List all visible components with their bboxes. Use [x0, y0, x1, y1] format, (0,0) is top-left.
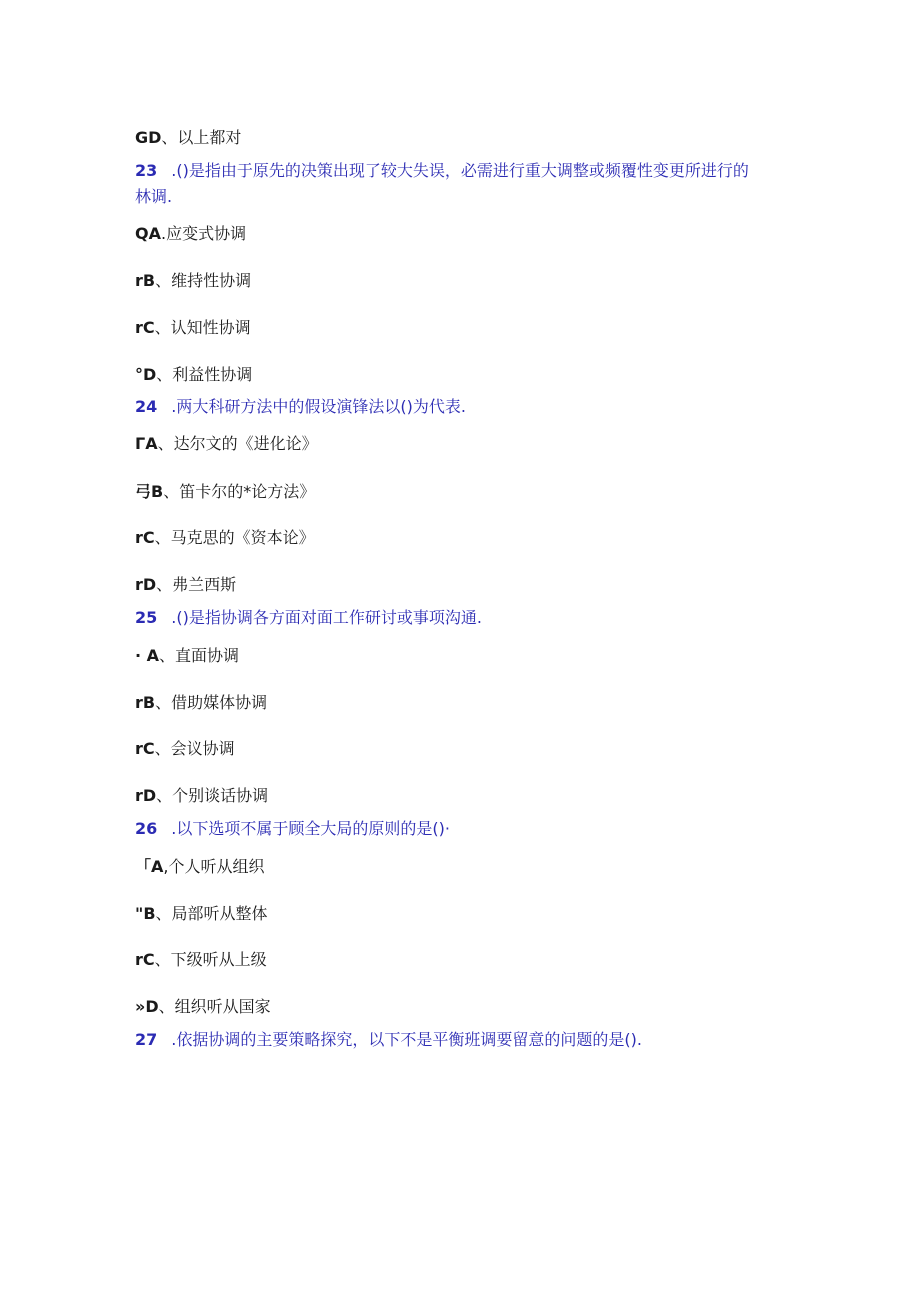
- option-marker: 「A: [135, 857, 164, 876]
- question-text: .两大科研方法中的假设演锋法以()为代表.: [171, 397, 466, 416]
- option-marker: rB: [135, 271, 156, 290]
- question-number: 24: [135, 397, 158, 416]
- option-line: [135, 737, 235, 761]
- option-text: .应变式协调: [160, 224, 247, 243]
- option-text: 、维持性协调: [155, 271, 252, 290]
- option-line: [135, 573, 236, 597]
- option-text: 、个别谈话协调: [156, 786, 269, 805]
- option-text: 、直面协调: [159, 646, 240, 665]
- option-line: [135, 855, 264, 879]
- option-text: 、下级听从上级: [154, 950, 267, 969]
- question-text: .()是指由于原先的决策出现了较大失误，必需进行重大调整或频覆性变更所进行的: [171, 161, 749, 180]
- question-text: .()是指协调各方面对面工作研讨或事项沟通.: [171, 608, 482, 627]
- option-line: [135, 902, 268, 926]
- option-text: 、局部听从整体: [155, 904, 268, 923]
- question-number: 25: [135, 608, 158, 627]
- option-marker: · A: [135, 646, 160, 665]
- question-text: .依据协调的主要策略探究，以下不是平衡班调要留意的问题的是().: [171, 1030, 642, 1049]
- question-number: 23: [135, 161, 158, 180]
- option-marker: 弓B: [135, 482, 164, 501]
- option-text: 、笛卡尔的*论方法》: [163, 482, 316, 501]
- option-line: [135, 316, 251, 340]
- option-text: 、认知性协调: [154, 318, 251, 337]
- option-text: 、会议协调: [154, 739, 235, 758]
- option-marker: »D: [135, 997, 159, 1016]
- option-line: [135, 222, 246, 246]
- option-line: [135, 363, 252, 387]
- option-line: [135, 691, 267, 715]
- option-text: 、借助媒体协调: [155, 693, 268, 712]
- option-text: 、弗兰西斯: [156, 575, 237, 594]
- question-number: 27: [135, 1030, 158, 1049]
- option-marker: rB: [135, 693, 156, 712]
- option-line: [135, 480, 315, 504]
- option-line: [135, 784, 268, 808]
- question-26: [135, 817, 450, 841]
- option-text: ,个人听从组织: [163, 857, 265, 876]
- option-marker: rD: [135, 575, 157, 594]
- option-marker: ΓA: [135, 434, 158, 453]
- option-line: [135, 432, 318, 456]
- option-marker: QA: [135, 224, 161, 243]
- option-text: 、组织听从国家: [158, 997, 271, 1016]
- option-marker: rC: [135, 318, 155, 337]
- question-text-continuation: 林调.: [135, 187, 173, 206]
- option-marker: rC: [135, 950, 155, 969]
- question-23: [135, 159, 749, 183]
- question-text: .以下选项不属于顾全大局的原则的是()·: [171, 819, 450, 838]
- question-24: [135, 395, 466, 419]
- option-line: [135, 126, 241, 150]
- option-marker: rD: [135, 786, 157, 805]
- option-text: 、马克思的《资本论》: [154, 528, 315, 547]
- option-marker: GD: [135, 128, 162, 147]
- option-line: [135, 269, 251, 293]
- option-text: 、达尔文的《进化论》: [157, 434, 318, 453]
- option-text: 、利益性协调: [156, 365, 253, 384]
- option-line: [135, 526, 315, 550]
- option-text: 、以上都对: [161, 128, 242, 147]
- option-marker: "B: [135, 904, 156, 923]
- option-marker: rC: [135, 739, 155, 758]
- question-number: 26: [135, 819, 158, 838]
- option-line: [135, 948, 267, 972]
- question-25: [135, 606, 482, 630]
- option-marker: °D: [135, 365, 157, 384]
- question-23-continuation: [135, 185, 172, 209]
- option-line: [135, 995, 271, 1019]
- option-line: [135, 644, 239, 668]
- question-27: [135, 1028, 642, 1052]
- option-marker: rC: [135, 528, 155, 547]
